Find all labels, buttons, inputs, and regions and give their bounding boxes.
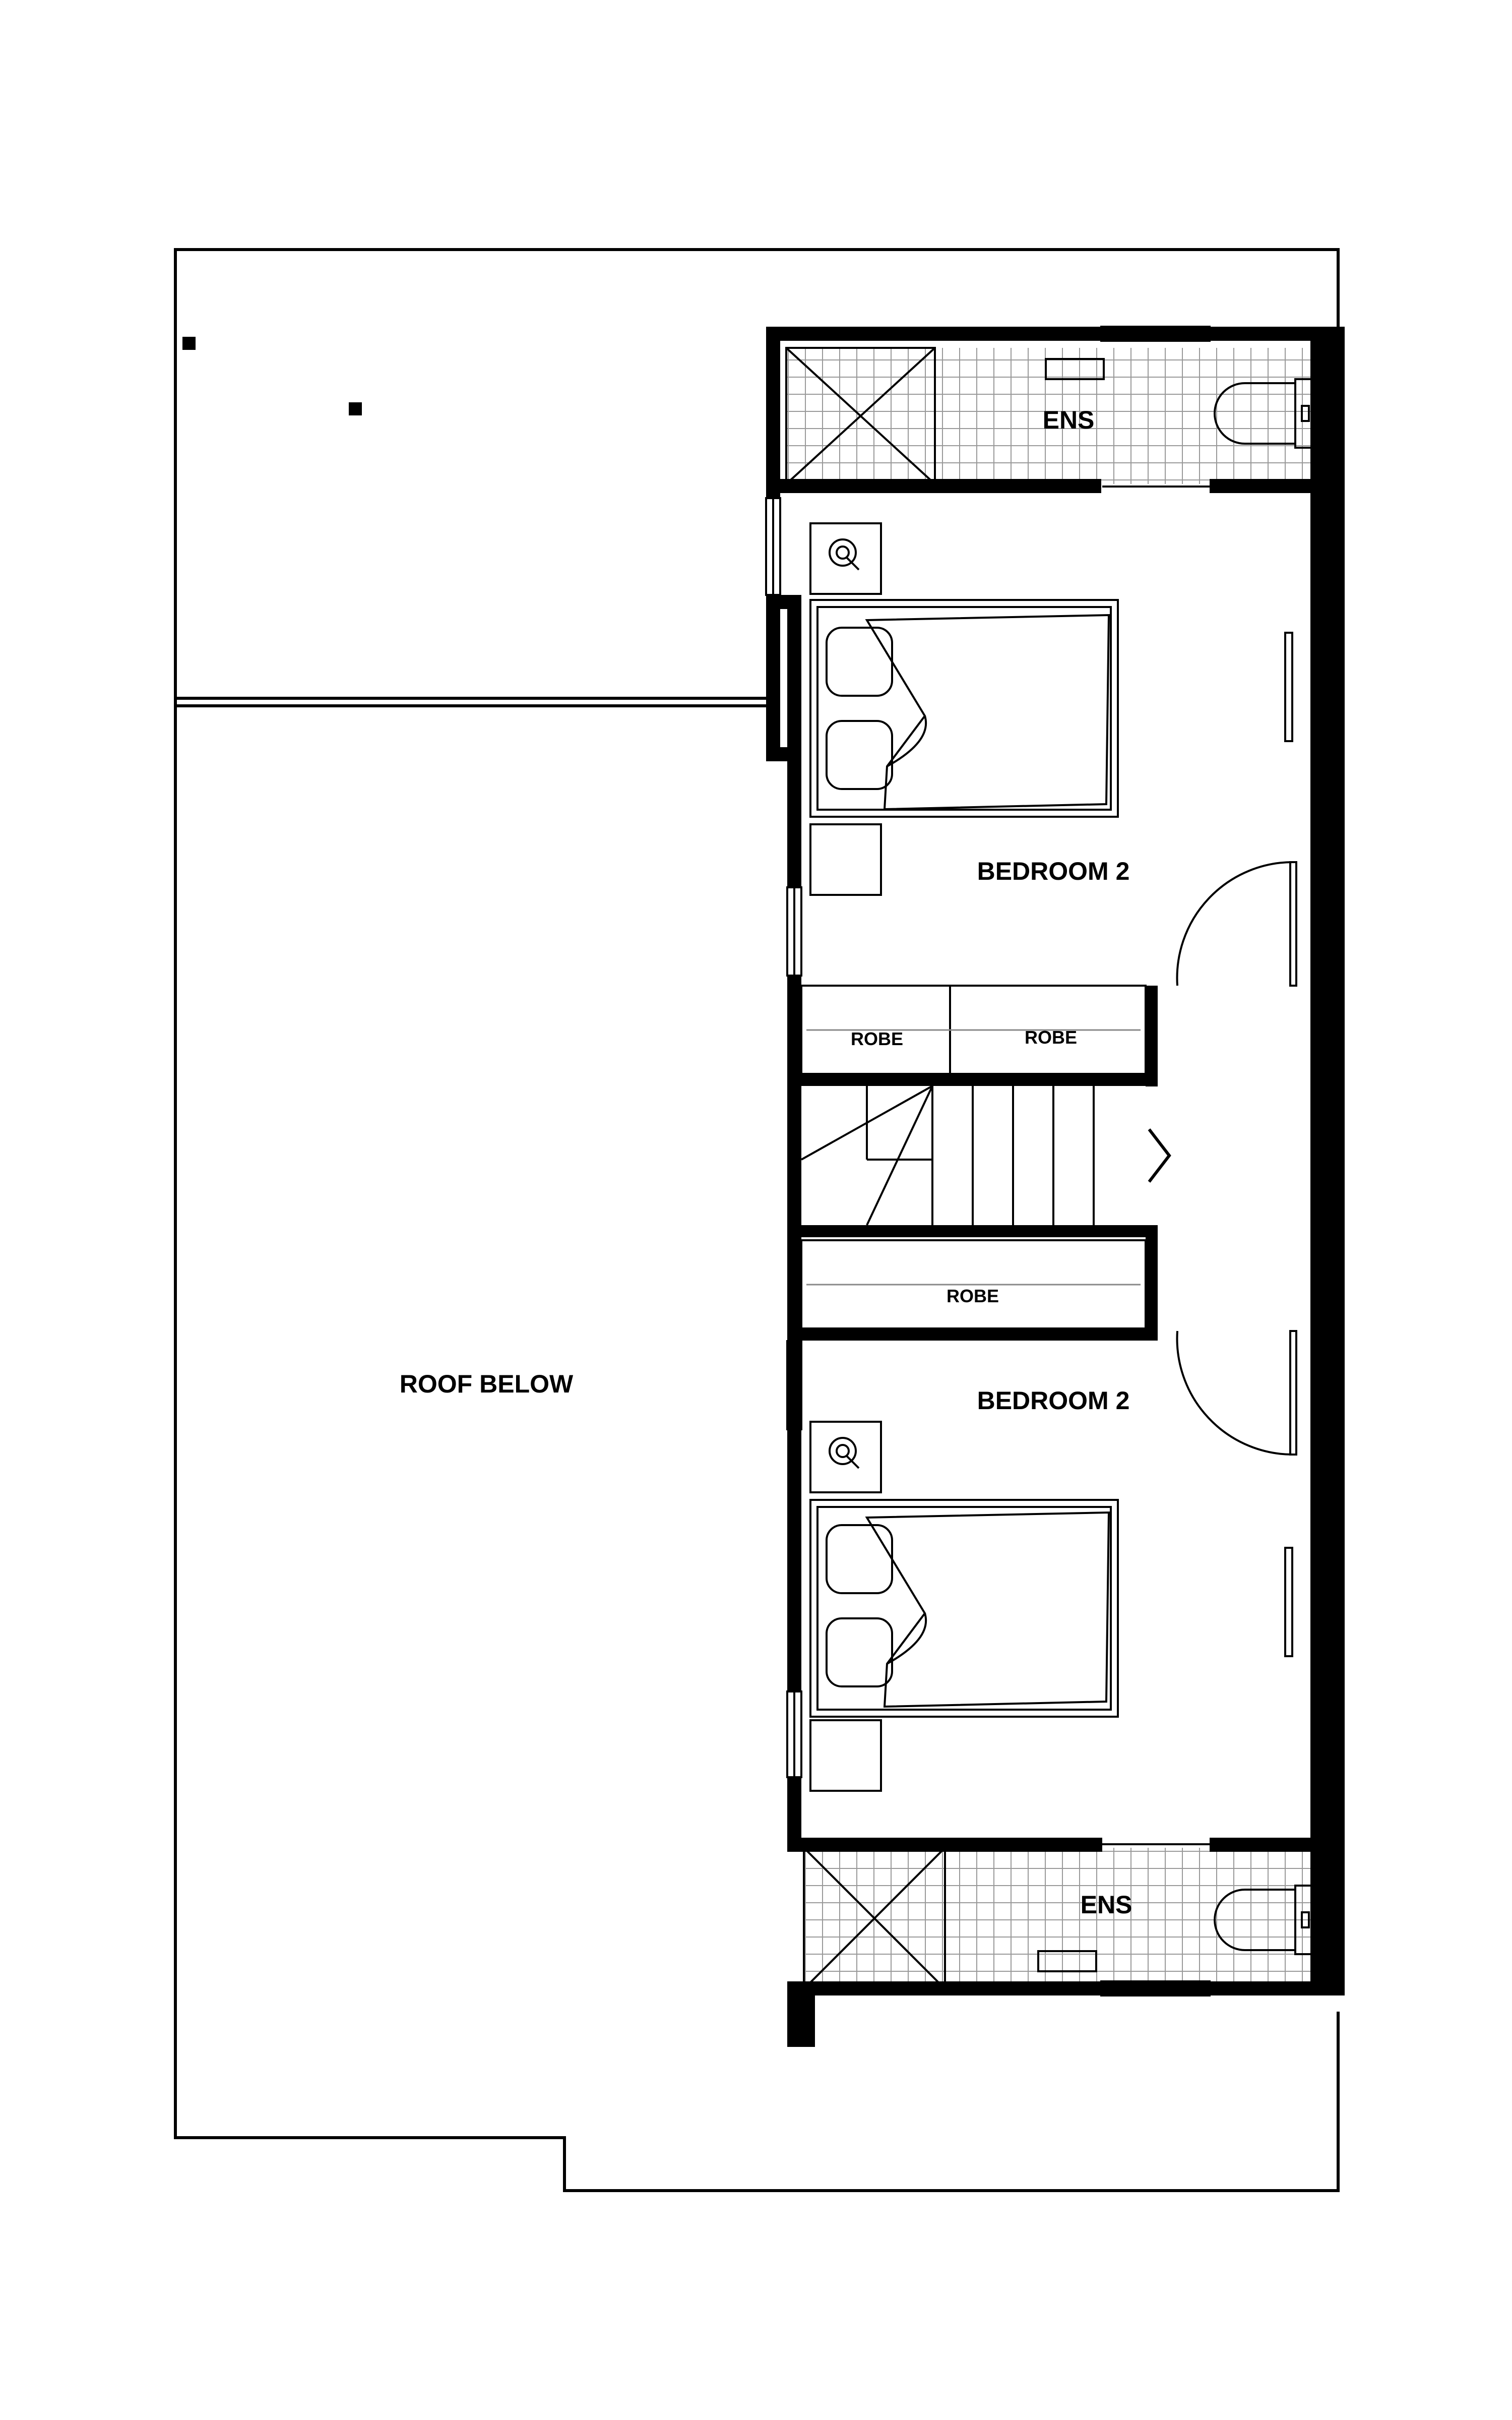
- robe-lower-label: ROBE: [946, 1286, 999, 1306]
- roof-marker-2: [349, 402, 362, 415]
- bedroom-upper-label: BEDROOM 2: [977, 857, 1130, 885]
- bedside-table-lower-2: [810, 1720, 881, 1791]
- walls: [766, 327, 1345, 2047]
- bedroom-upper-furniture: [810, 523, 1118, 895]
- roof-marker-1: [182, 337, 196, 350]
- bed-icon-upper: [810, 600, 1118, 817]
- ensuite-upper-label: ENS: [1042, 406, 1095, 434]
- doors: [1102, 487, 1296, 1844]
- bedside-table-upper-2: [810, 824, 881, 895]
- robe-upper-left-label: ROBE: [850, 1028, 904, 1049]
- stair-direction-arrow-icon: [1149, 1129, 1169, 1182]
- stairs: [801, 1086, 1169, 1225]
- windows: [766, 327, 1292, 1995]
- robe-upper-right-label: ROBE: [1024, 1027, 1078, 1048]
- lamp-icon-upper: [830, 539, 859, 570]
- lamp-icon-lower: [830, 1438, 859, 1468]
- bedroom-lower-furniture: [810, 1422, 1118, 1791]
- roof-label: ROOF BELOW: [399, 1370, 574, 1398]
- bedroom-lower-label: BEDROOM 2: [977, 1386, 1130, 1415]
- bed-icon-lower: [810, 1500, 1118, 1717]
- ensuite-lower: [804, 1848, 1315, 1989]
- ensuite-lower-label: ENS: [1080, 1891, 1132, 1919]
